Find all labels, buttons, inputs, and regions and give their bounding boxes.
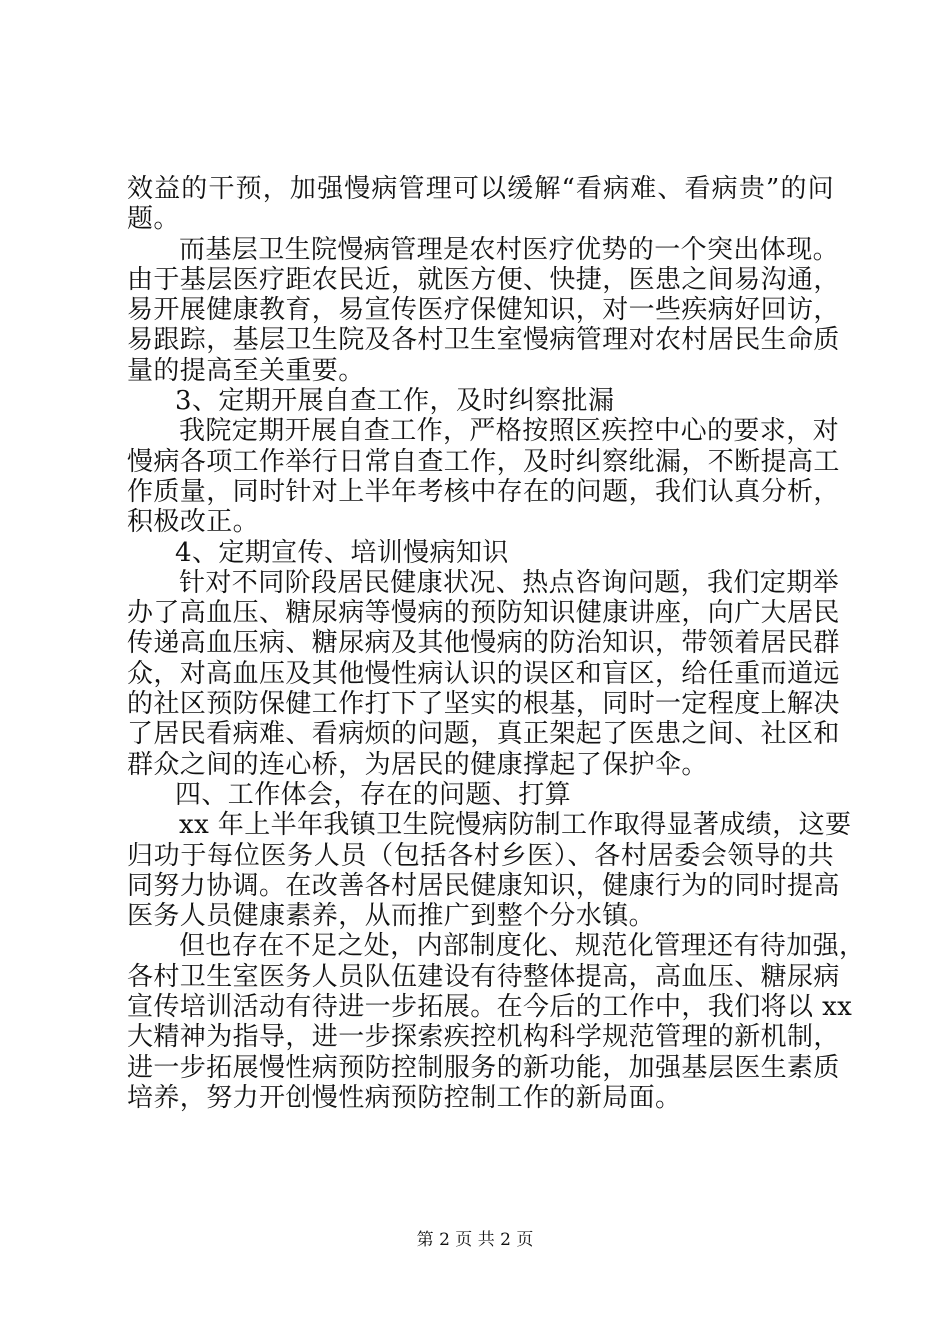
text-line: 医务人员健康素养，从而推广到整个分水镇。 [127,901,656,932]
page-number-footer: 第 2 页 共 2 页 [416,1230,534,1250]
text-line: 归功于每位医务人员（包括各村乡医）、各村居委会领导的共 [127,840,834,871]
text-line: 作质量，同时针对上半年考核中存在的问题，我们认真分析， [127,476,840,507]
text-line: 群众之间的连心桥，为居民的健康撑起了保护伞。 [127,749,708,780]
text-line: 大精神为指导，进一步探索疾控机构科学规范管理的新机制， [127,1022,840,1053]
text-line: 各村卫生室医务人员队伍建设有待整体提高，高血压、糖尿病 [127,961,840,992]
text-line: 题。 [127,204,180,235]
text-line: 传递高血压病、糖尿病及其他慢病的防治知识，带领着居民群 [127,628,840,659]
text-line: 培养，努力开创慢性病预防控制工作的新局面。 [127,1082,682,1113]
text-line: 积极改正。 [127,507,260,538]
paragraph-start-line: 但也存在不足之处，内部制度化、规范化管理还有待加强， [179,931,866,962]
text-line: 进一步拓展慢性病预防控制服务的新功能，加强基层医生素质 [127,1052,840,1083]
section-heading: 3、定期开展自查工作，及时纠察批漏 [175,386,615,417]
text-line: 由于基层医疗距农民近，就医方便、快捷，医患之间易沟通， [127,264,840,295]
text-line: 易开展健康教育，易宣传医疗保健知识，对一些疾病好回访， [127,295,840,326]
paragraph-start-line: xx 年上半年我镇卫生院慢病防制工作取得显著成绩，这要 [179,810,852,841]
text-line: 慢病各项工作举行日常自查工作，及时纠察纰漏，不断提高工 [127,446,840,477]
text-line: 了居民看病难、看病烦的问题，真正架起了医患之间、社区和 [127,719,840,750]
text-line: 效益的干预，加强慢病管理可以缓解“看病难、看病贵”的问 [127,174,834,204]
text-line: 易跟踪，基层卫生院及各村卫生室慢病管理对农村居民生命质 [127,325,840,356]
text-line: 办了高血压、糖尿病等慢病的预防知识健康讲座，向广大居民 [127,598,840,629]
paragraph-start-line: 而基层卫生院慢病管理是农村医疗优势的一个突出体现。 [179,234,840,265]
text-line: 众，对高血压及其他慢性病认识的误区和盲区，给任重而道远 [127,658,840,689]
paragraph-start-line: 针对不同阶段居民健康状况、热点咨询问题，我们定期举 [179,567,840,598]
paragraph-start-line: 我院定期开展自查工作，严格按照区疾控中心的要求，对 [179,416,840,447]
document-body [127,174,866,1113]
text-line: 同努力协调。在改善各村居民健康知识，健康行为的同时提高 [127,870,840,901]
section-heading: 四、工作体会，存在的问题、打算 [175,779,572,810]
text-line: 量的提高至关重要。 [127,355,365,386]
section-heading: 4、定期宣传、培训慢病知识 [175,537,509,568]
text-line: 的社区预防保健工作打下了坚实的根基，同时一定程度上解决 [127,689,840,720]
text-line: 宣传培训活动有待进一步拓展。在今后的工作中，我们将以 xx [127,992,853,1023]
